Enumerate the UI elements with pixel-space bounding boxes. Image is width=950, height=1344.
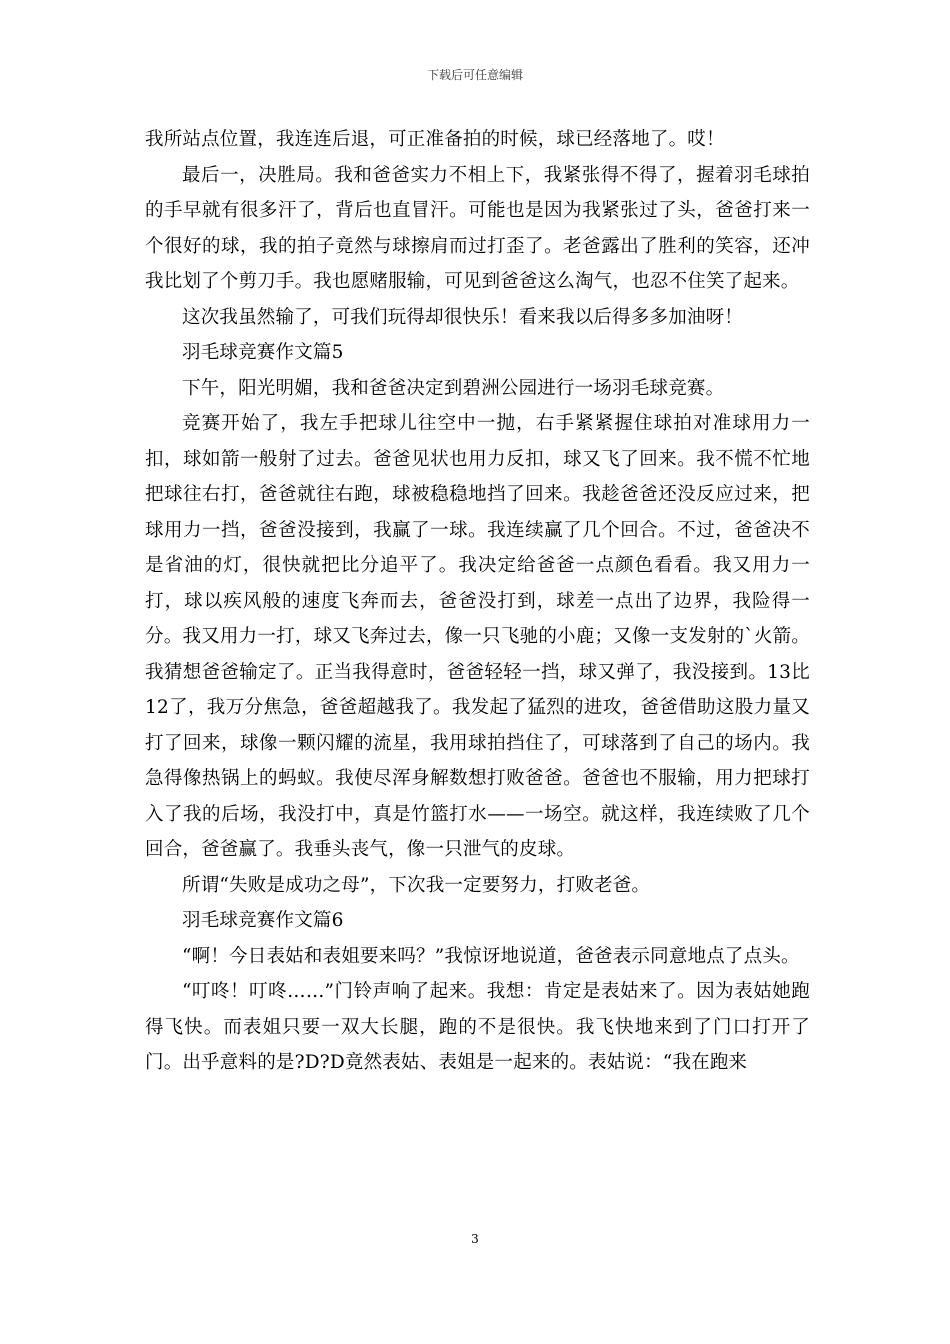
paragraph: 最后一，决胜局。我和爸爸实力不相上下，我紧张得不得了，握着羽毛球拍的手早就有很多汗了，背后也直冒汗。可能也是因为我紧张过了头，爸爸打来一个很好的球，我的拍子竟然与球擦肩而过打歪了。老爸露出了胜利的笑容，还冲我比划了个剪刀手。我也愿赌服输，可见到爸爸这么淘气，也忍不住笑了起来。 bbox=[145, 164, 810, 292]
paragraph: 下午，阳光明媚，我和爸爸决定到碧洲公园进行一场羽毛球竞赛。 bbox=[182, 377, 725, 399]
paragraph: “啊！今日表姑和表姐要来吗？”我惊讶地说道，爸爸表示同意地点了点头。 bbox=[182, 945, 800, 967]
paragraph: 我所站点位置，我连连后退，可正准备拍的时候，球已经落地了。哎！ bbox=[145, 129, 725, 150]
body-text bbox=[145, 122, 810, 1081]
page-number: 3 bbox=[471, 1232, 479, 1246]
page-header: 下载后可任意编辑 bbox=[426, 68, 523, 82]
paragraph: 所谓“失败是成功之母”，下次我一定要努力，打败老爸。 bbox=[182, 874, 651, 896]
paragraph: “叮咚！叮咚……”门铃声响了起来。我想：肯定是表姑来了。因为表姑她跑得飞快。而表姐只要一双大长腿，跑的不是很快。我飞快地来到了门口打开了门。出乎意料的是?D?D竟然表姑、表姐是一起来的。表姑说：“我在跑来 bbox=[145, 981, 810, 1073]
section-heading: 羽毛球竞赛作文篇6 bbox=[182, 910, 344, 931]
section-heading: 羽毛球竞赛作文篇5 bbox=[182, 342, 344, 363]
paragraph: 这次我虽然输了，可我们玩得却很快乐！看来我以后得多多加油呀！ bbox=[182, 306, 744, 328]
paragraph: 竞赛开始了，我左手把球儿往空中一抛，右手紧紧握住球拍对准球用力一扣，球如箭一般射了过去。爸爸见状也用力反扣，球又飞了回来。我不慌不忙地把球往右打，爸爸就往右跑，球被稳稳地挡了回来。我趁爸爸还没反应过来，把球用力一挡，爸爸没接到，我赢了一球。我连续赢了几个回合。不过，爸爸决不是省油的灯，很快就把比分追平了。我决定给爸爸一点颜色看看。我又用力一打，球以疾风般的速度飞奔而去，爸爸没打到，球差一点出了边界，我险得一分。我又用力一打，球又飞奔过去，像一只飞驰的小鹿；又像一支发射的`火箭。我猜想爸爸输定了。正当我得意时，爸爸轻轻一挡，球又弹了，我没接到。13比12了，我万分焦急，爸爸超越我了。我发起了猛烈的进攻，爸爸借助这股力量又打了回来，球像一颗闪耀的流星，我用球拍挡住了，可球落到了自己的场内。我急得像热锅上的蚂蚁。我使尽浑身解数想打败爸爸。爸爸也不服输，用力把球打入了我的后场，我没打中，真是竹篮打水——一场空。就这样，我连续败了几个回合，爸爸赢了。我垂头丧气，像一只泄气的皮球。 bbox=[145, 413, 810, 860]
